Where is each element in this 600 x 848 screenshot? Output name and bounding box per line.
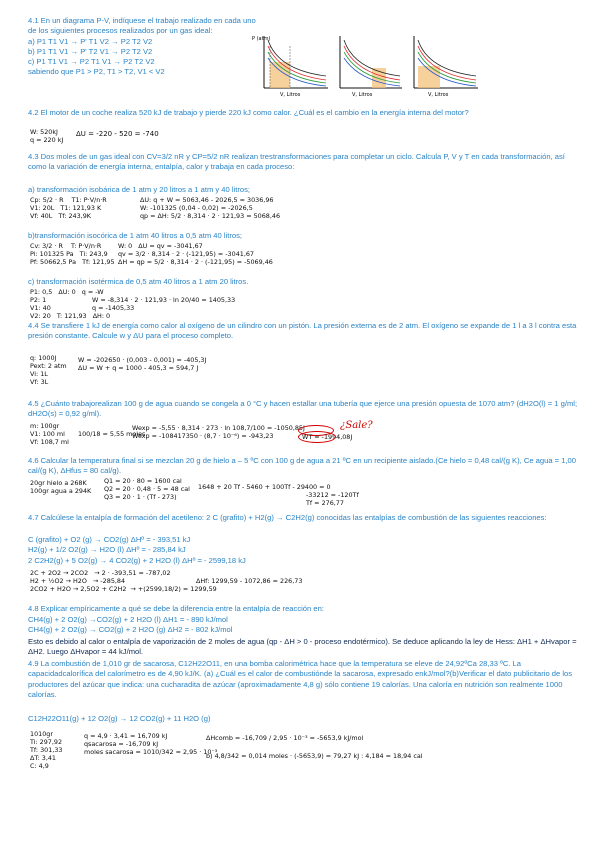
q9-mid: q = 4,9 · 3,41 = 16,709 kJ qsacarosa = -16,709 kJ moles sacarosa = 1010/342 = 2,95 · 10⁻³: [84, 732, 218, 756]
q3-c-right: W = -8,314 · 2 · 121,93 · ln 20/40 = 1405,33 q = -1405,33: [92, 296, 236, 312]
q6-mid: Q1 = 20 · 80 = 1600 cal Q2 = 20 · 0,48 · 5 = 48 cal Q3 = 20 · 1 · (Tf - 273): [104, 477, 190, 501]
q4-right: W = -202650 · (0,003 - 0,001) = -405,3J ΔU = W + q = 1000 - 405,3 = 594,7 J: [78, 356, 207, 372]
q3-a-right: ΔU: q + W = 5063,46 - 2026,5 = 3036,96 W: -101325 (0,04 - 0,02) = -2026,5 qp = ΔH: 5/2 · 8,314 · 2 · 121,93 = 5068,46: [140, 196, 281, 220]
q3-c-title: c) transformación isotérmica de 0,5 atm 40 litros a 1 atm 20 litros.: [28, 277, 249, 286]
q7-left: 2C + 2O2 → 2CO2 → 2 · -393,51 = -787,02 H2 + ½O2 → H2O → -285,84 2CO2 + H2O → 2,5O2 + C2H2 → +(2599,18/2) = 1299,59: [30, 569, 217, 593]
q7-right: ΔHf: 1299,59 - 1072,86 = 226,73: [196, 577, 303, 585]
q3-a-left: Cp: 5/2 · R T1: P·V/n·R V1: 20L T1: 121,93 K Vf: 40L Tf: 243,9K: [30, 196, 107, 220]
q9-reaction: C12H22O11(g) + 12 O2(g) → 12 CO2(g) + 11 H2O (g): [28, 714, 211, 723]
q8-answer: Esto es debido al calor o entalpía de vaporización de 2 moles de agua (qp - ΔH > 0 - proceso endotérmico). Se deduce aplicando la ley de Hess: ΔH1 + ΔHvapor = ΔH2. Luego ΔHvapor = 44 kJ/mol.: [28, 637, 577, 657]
annotation-sale: ¿Sale?: [340, 420, 373, 431]
q3-c-left: P1: 0,5 ΔU: 0 q = -W P2: 1 V1: 40 V2: 20 T: 121,93 ΔH: 0: [30, 288, 111, 320]
q8-reactions: CH4(g) + 2 O2(g) →CO2(g) + 2 H2O (l) ΔH1 = - 890 kJ/mol CH4(g) + 2 O2(g) → CO2(g) + 2 H2O (g) ΔH2 = - 802 kJ/mol: [28, 615, 233, 635]
q2-result: ΔU = -220 - 520 = -740: [76, 130, 159, 138]
q6-right: 1648 + 20 Tf - 5460 + 100Tf - 29400 = 0 -33212 = -120Tf Tf = 276,77: [198, 483, 359, 507]
v-axis-label: V, Litros: [352, 92, 373, 98]
q3-a-title: a) transformación isobárica de 1 atm y 20 litros a 1 atm y 40 litros;: [28, 185, 250, 194]
question-4-6: 4.6 Calcular la temperatura final si se mezclan 20 g de hielo a – 5 ºC con 100 g de agua a 21 ºC en un recipiente aislado.(Ce hielo = 0,48 cal/(g K), Ce agua = 1,00 cal/(g K), ΔHfus = 80 cal/g).: [28, 456, 576, 476]
q9-left: 1010gr Ti: 297,92 Tf: 301,33 ΔT: 3,41 C: 4,9: [30, 730, 63, 770]
v-axis-label: V, Litros: [428, 92, 449, 98]
question-4-5: 4.5 ¿Cuánto trabajorealizan 100 g de agua cuando se congela a 0 °C y hacen estallar una tubería que ejerce una presión opuesta de 1070 atm? (dH2O(l) = 1 g/ml; dH2O(s) = 0,92 g/ml).: [28, 399, 578, 419]
total-circle: [298, 431, 336, 443]
q5-mid: 100/18 = 5,55 moles: [78, 430, 146, 438]
q1-line: c) P1 T1 V1 → P2 T1 V1 → P2 T2 V2: [28, 57, 155, 67]
question-4-3: 4.3 Dos moles de un gas ideal con CV=3/2 nR y CP=5/2 nR realizan trestransformaciones para completar un ciclo. Calcula P, V y T en cada transformación, así como la variación de energía interna, entalpía, calor y trabaja en cada proceso:: [28, 152, 565, 172]
question-4-7: 4.7 Calcúlese la entalpía de formación del acetileno: 2 C (grafito) + H2(g) → C2H2(g) conocidas las entalpías de combustión de las siguientes reacciones:: [28, 513, 547, 522]
pv-diagram-c: [406, 32, 480, 98]
q1-line: b) P1 T1 V1 → P' T2 V1 → P2 T2 V2: [28, 46, 153, 56]
question-4-2: 4.2 El motor de un coche realiza 520 kJ de trabajo y pierde 220 kJ como calor. ¿Cuál es el cambio en la energía interna del motor?: [28, 108, 469, 117]
pv-diagram-a: [250, 32, 330, 98]
question-4-4: 4.4 Se transfiere 1 kJ de energía como calor al oxígeno de un cilindro con un pistón. La presión externa es de 2 atm. El oxígeno se expande de 1 l a 3 l contra esta presión constante. Calcule w y ΔU para el proceso completo.: [28, 321, 577, 341]
q7-reactions: C (grafito) + O2 (g) → CO2(g) ΔHº = - 393,51 kJ H2(g) + 1/2 O2(g) → H2O (l) ΔHº = - 285,84 kJ 2 C2H2(g) + 5 O2(g) → 4 CO2(g) + 2 H2O (l) ΔHº = - 2599,18 kJ: [28, 535, 246, 565]
v-axis-label: V, Litros: [280, 92, 301, 98]
q3-b-right: W: 0 ΔU = qv = -3041,67 qv = 3/2 · 8,314 · 2 · (-121,95) = -3041,67 ΔH = qp = 5/2 · 8,314 · 2 · (-121,95) = -5069,46: [118, 242, 273, 266]
q5-left: m: 100gr V1: 100 ml Vf: 108,7 ml: [30, 422, 69, 446]
pv-diagram-b: [332, 32, 404, 98]
q1-line: 4.1 En un diagrama P-V, indíquese el trabajo realizado en cada uno: [28, 16, 256, 25]
q4-left: q: 1000J Pext: 2 atm Vi: 1L Vf: 3L: [30, 354, 67, 386]
q5-right: Wexp = -5,55 · 8,314 · 273 · ln 108,7/100 = -1050,85J Wexp = -108417350 · (8,7 · 10⁻⁶) = -943,23: [132, 424, 305, 440]
q5-total: WT = -1994,08J: [302, 433, 353, 441]
q1-line: a) P1 T1 V1 → P' T1 V2 → P2 T2 V2: [28, 36, 153, 46]
q3-b-title: b)transformación isocórica de 1 atm 40 litros a 0,5 atm 40 litros;: [28, 231, 242, 240]
q1-line: de los siguientes procesos realizados por un gas ideal:: [28, 26, 213, 36]
q9-right: ΔHcomb = -16,709 / 2,95 · 10⁻³ = -5653,9 kJ/mol b) 4,8/342 = 0,014 moles · (-5653,9) = 79,27 kJ : 4,184 = 18,94 cal: [206, 734, 423, 760]
p-axis-label: P (atm): [252, 36, 271, 42]
question-4-8: 4.8 Explicar empíricamente a qué se debe la diferencia entre la entalpía de reacción en:: [28, 604, 324, 613]
q2-data: W: 520kJ q = 220 kJ: [30, 128, 64, 144]
q1-line: sabiendo que P1 > P2, T1 > T2, V1 < V2: [28, 67, 165, 77]
q6-left: 20gr hielo a 268K 100gr agua a 294K: [30, 479, 92, 495]
q3-b-left: Cv: 3/2 · R T: P·V/n·R Pi: 101325 Pa Ti: 243,9 Pf: 50662,5 Pa Tf: 121,95: [30, 242, 115, 266]
question-4-9: 4.9 La combustión de 1,010 gr de sacarosa, C12H22O11, en una bomba calorimétrica hace que la temperatura se eleve de 24,92ºCa 28,33 ºC. La capacidadcalorífica del calorímetro es de 4,90 kJ/K. (a) ¿Cuál es el calor de combustiónde la sacarosa, expresado enkJ/mol?(b)Verificar el dato publicitario de los productores del azúcar que indica: una cucharadita de azúcar (aproximadamente 4,8 g) sólo contiene 19 calorías. Una caloría en nutrición son realmente 1000 calorías.: [28, 659, 573, 699]
